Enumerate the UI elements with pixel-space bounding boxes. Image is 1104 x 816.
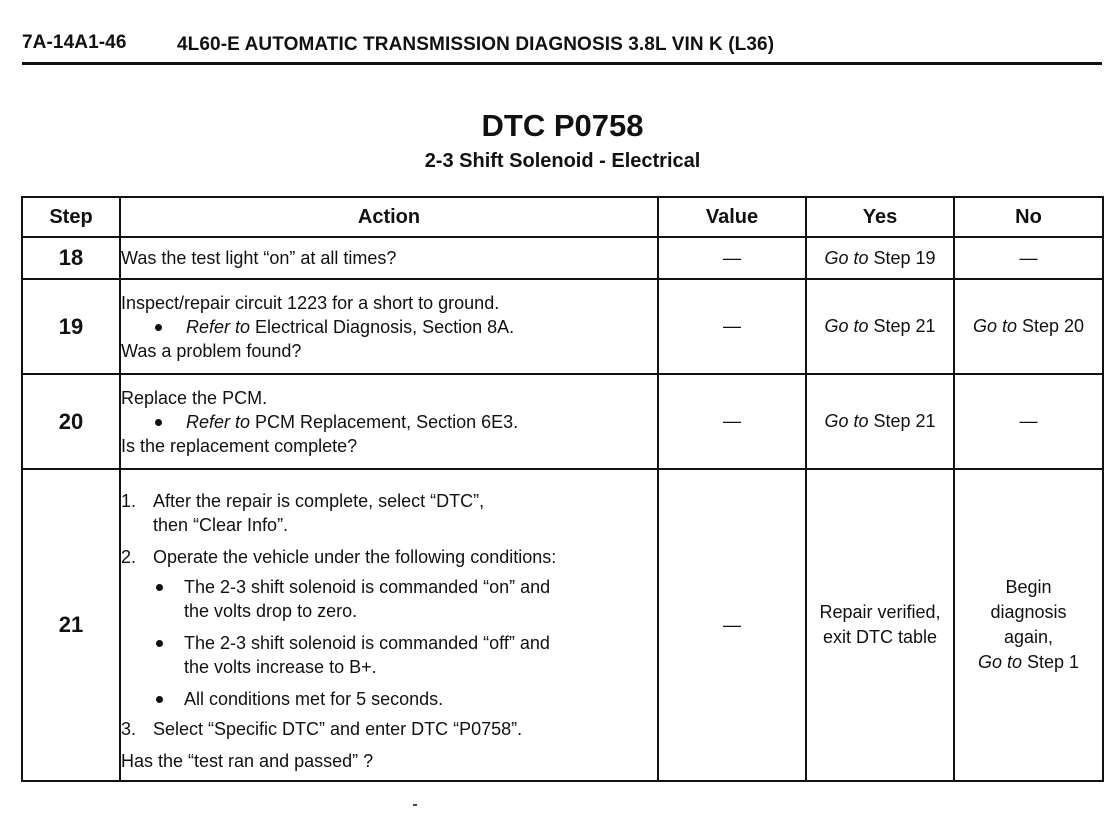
goto-label: Go to	[824, 247, 869, 268]
header-action: Action	[120, 197, 658, 237]
goto-step: Step 21	[868, 411, 936, 431]
yes-text: Repair verified,	[819, 602, 941, 622]
action-text: Inspect/repair circuit 1223 for a short to ground.	[121, 292, 500, 313]
table-row	[22, 279, 1103, 374]
action-question: Is the replacement complete?	[121, 435, 358, 456]
page-mark	[413, 804, 417, 806]
table-row	[22, 374, 1103, 469]
value-dash: —	[723, 247, 741, 268]
action-cell	[120, 374, 658, 469]
value-cell	[658, 237, 806, 279]
item-text: then “Clear Info”.	[153, 515, 289, 535]
no-text: again,	[1003, 627, 1054, 647]
action-cell	[120, 469, 658, 781]
goto-label: Go to	[972, 316, 1017, 336]
goto-step: Step 1	[1021, 652, 1080, 672]
value-cell	[658, 279, 806, 374]
reference-text: Electrical Diagnosis, Section 8A.	[250, 316, 515, 337]
value-cell	[658, 374, 806, 469]
page-code: 7A-14A1-46	[22, 32, 127, 53]
condition-text: The 2-3 shift solenoid is commanded “on” and	[184, 577, 551, 597]
goto-label: Go to	[824, 316, 869, 336]
condition-text: All conditions met for 5 seconds.	[184, 689, 444, 709]
no-cell	[954, 374, 1103, 469]
no-cell	[954, 237, 1103, 279]
condition-bullet	[121, 687, 657, 711]
value-dash: —	[723, 316, 741, 336]
numbered-item	[121, 545, 657, 569]
item-text: Select “Specific DTC” and enter DTC “P0758”.	[153, 719, 523, 739]
numbered-item	[121, 717, 657, 741]
dtc-title: DTC P0758	[481, 108, 644, 143]
diagnostic-table	[21, 196, 1104, 782]
header-yes: Yes	[806, 197, 954, 237]
action-question: Has the “test ran and passed” ?	[121, 751, 374, 771]
item-number: 3.	[121, 719, 137, 739]
goto-label: Go to	[977, 652, 1022, 672]
action-cell	[120, 237, 658, 279]
goto-step: Step 20	[1016, 316, 1085, 336]
no-text: Begin	[1005, 577, 1052, 597]
yes-cell	[806, 279, 954, 374]
yes-cell	[806, 374, 954, 469]
item-number: 1.	[121, 491, 137, 511]
header-value: Value	[658, 197, 806, 237]
action-bullet	[121, 315, 657, 339]
page-header	[22, 30, 1102, 65]
step-number: 18	[22, 237, 120, 279]
condition-text: The 2-3 shift solenoid is commanded “off” and	[184, 633, 550, 653]
item-text: Operate the vehicle under the following conditions:	[153, 547, 557, 567]
value-dash: —	[723, 411, 741, 431]
no-goto	[955, 650, 1102, 675]
table-header-row	[22, 197, 1103, 237]
table-row	[22, 469, 1103, 781]
header-step: Step	[22, 197, 120, 237]
numbered-item	[121, 489, 657, 537]
value-cell	[658, 469, 806, 781]
dtc-subtitle: 2-3 Shift Solenoid - Electrical	[424, 150, 701, 172]
section-title: 4L60-E AUTOMATIC TRANSMISSION DIAGNOSIS 3.8L VIN K (L36)	[177, 34, 775, 55]
yes-cell	[806, 237, 954, 279]
step-number: 19	[22, 279, 120, 374]
yes-cell	[806, 469, 954, 781]
condition-bullet	[121, 575, 657, 623]
step-number: 20	[22, 374, 120, 469]
header-no: No	[954, 197, 1103, 237]
goto-label: Go to	[824, 411, 869, 431]
condition-text: the volts increase to B+.	[184, 657, 377, 677]
action-text: Replace the PCM.	[121, 387, 268, 408]
no-cell	[954, 469, 1103, 781]
item-text: After the repair is complete, select “DTC”,	[153, 491, 485, 511]
refer-to-label: Refer to	[186, 316, 251, 337]
action-bullet	[121, 410, 657, 434]
action-text: Was the test light “on” at all times?	[121, 248, 397, 268]
goto-step: Step 21	[868, 316, 936, 336]
step-number: 21	[22, 469, 120, 781]
no-text: diagnosis	[990, 602, 1067, 622]
no-cell	[954, 279, 1103, 374]
table-row	[22, 237, 1103, 279]
action-cell	[120, 279, 658, 374]
value-dash: —	[723, 614, 741, 635]
item-number: 2.	[121, 547, 137, 567]
reference-text: PCM Replacement, Section 6E3.	[250, 411, 519, 432]
action-question: Was a problem found?	[121, 340, 302, 361]
condition-text: the volts drop to zero.	[184, 601, 358, 621]
no-dash: —	[1019, 247, 1038, 268]
no-dash: —	[1019, 411, 1038, 431]
yes-text: exit DTC table	[822, 627, 938, 647]
refer-to-label: Refer to	[186, 411, 251, 432]
condition-bullet	[121, 631, 657, 679]
goto-step: Step 19	[868, 247, 936, 268]
